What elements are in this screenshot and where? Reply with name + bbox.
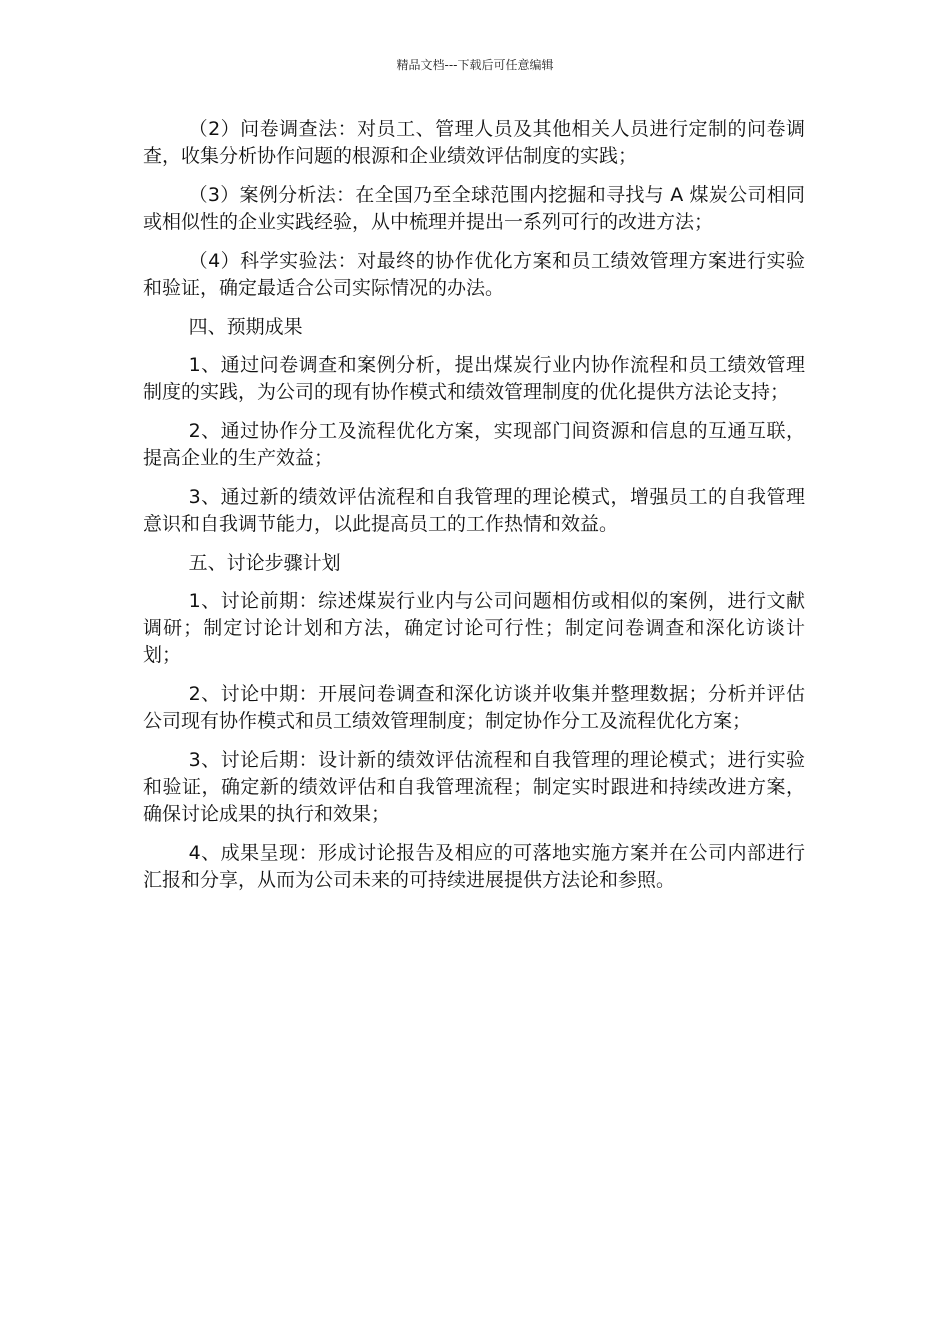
- section-heading-expected-results: 四、预期成果: [188, 316, 303, 338]
- paragraph-result-1: 1、通过问卷调查和案例分析，提出煤炭行业内协作流程和员工绩效管理制度的实践，为公司的现有协作模式和绩效管理制度的优化提供方法论支持；: [143, 354, 805, 403]
- paragraph-method-survey: （2）问卷调查法：对员工、管理人员及其他相关人员进行定制的问卷调查，收集分析协作问题的根源和企业绩效评估制度的实践；: [143, 118, 805, 167]
- page-header: 精品文档---下载后可任意编辑: [396, 58, 554, 72]
- paragraph-result-3: 3、通过新的绩效评估流程和自我管理的理论模式，增强员工的自我管理意识和自我调节能力，以此提高员工的工作热情和效益。: [143, 486, 805, 535]
- section-heading-discussion-plan: 五、讨论步骤计划: [188, 552, 341, 574]
- paragraph-plan-middle: 2、讨论中期：开展问卷调查和深化访谈并收集并整理数据；分析并评估公司现有协作模式和员工绩效管理制度；制定协作分工及流程优化方案；: [143, 683, 805, 732]
- paragraph-method-experiment: （4）科学实验法：对最终的协作优化方案和员工绩效管理方案进行实验和验证，确定最适合公司实际情况的办法。: [143, 250, 805, 299]
- paragraph-plan-presentation: 4、成果呈现：形成讨论报告及相应的可落地实施方案并在公司内部进行汇报和分享，从而为公司未来的可持续进展提供方法论和参照。: [143, 842, 805, 891]
- paragraph-result-2: 2、通过协作分工及流程优化方案，实现部门间资源和信息的互通互联，提高企业的生产效益；: [143, 420, 805, 469]
- document-body: [143, 116, 805, 906]
- paragraph-method-case-analysis: （3）案例分析法：在全国乃至全球范围内挖掘和寻找与 A 煤炭公司相同或相似性的企业实践经验，从中梳理并提出一系列可行的改进方法；: [143, 184, 805, 233]
- paragraph-plan-early: 1、讨论前期：综述煤炭行业内与公司问题相仿或相似的案例，进行文献调研；制定讨论计划和方法，确定讨论可行性；制定问卷调查和深化访谈计划；: [143, 590, 805, 666]
- paragraph-plan-late: 3、讨论后期：设计新的绩效评估流程和自我管理的理论模式；进行实验和验证，确定新的绩效评估和自我管理流程；制定实时跟进和持续改进方案，确保讨论成果的执行和效果；: [143, 749, 805, 825]
